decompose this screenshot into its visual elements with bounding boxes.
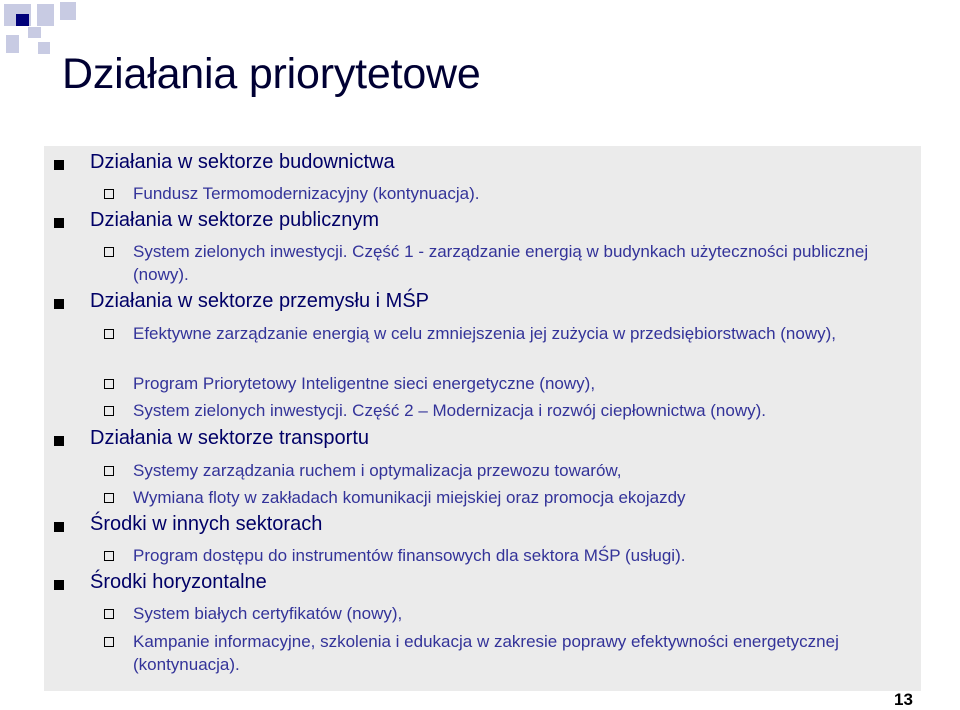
hollow-square-icon (104, 466, 114, 476)
list-item: Wymiana floty w zakładach komunikacji miejskiej oraz promocja ekojazdy (133, 488, 686, 507)
hollow-square-icon (104, 637, 114, 647)
slide-title: Działania priorytetowe (62, 50, 481, 98)
hollow-square-icon (104, 379, 114, 389)
decorative-square-light (37, 4, 54, 26)
section-title: Działania w sektorze transportu (90, 427, 370, 449)
hollow-square-icon (104, 329, 114, 339)
list-item: Systemy zarządzania ruchem i optymalizacja przewozu towarów, (133, 461, 622, 480)
decorative-square-light (6, 35, 19, 53)
filled-square-icon (54, 218, 64, 228)
decorative-square-light (38, 42, 50, 54)
hollow-square-icon (104, 551, 114, 561)
section-title: Środki horyzontalne (90, 571, 267, 593)
content-panel (44, 146, 921, 691)
hollow-square-icon (104, 609, 114, 619)
filled-square-icon (54, 436, 64, 446)
hollow-square-icon (104, 189, 114, 199)
hollow-square-icon (104, 406, 114, 416)
list-item: System zielonych inwestycji. Część 1 - zarządzanie energią w budynkach użyteczności publicznej (nowy). (133, 242, 869, 284)
section-title: Działania w sektorze publicznym (90, 209, 380, 231)
list-item: System zielonych inwestycji. Część 2 – Modernizacja i rozwój ciepłownictwa (nowy). (133, 401, 767, 420)
filled-square-icon (54, 580, 64, 590)
list-item: Efektywne zarządzanie energią w celu zmniejszenia jej zużycia w przedsiębiorstwach (nowy), (133, 324, 836, 343)
list-item: Program dostępu do instrumentów finansowych dla sektora MŚP (usługi). (133, 546, 686, 565)
section-title: Działania w sektorze przemysłu i MŚP (90, 290, 429, 312)
list-item: Kampanie informacyjne, szkolenia i edukacja w zakresie poprawy efektywności energetycznej (kontynuacja). (133, 632, 839, 674)
page-number: 13 (894, 690, 913, 709)
list-item: Program Priorytetowy Inteligentne sieci energetyczne (nowy), (133, 374, 596, 393)
hollow-square-icon (104, 493, 114, 503)
list-item: System białych certyfikatów (nowy), (133, 604, 403, 623)
decorative-square-dark (16, 14, 29, 26)
filled-square-icon (54, 160, 64, 170)
list-item: Fundusz Termomodernizacyjny (kontynuacja). (133, 184, 480, 203)
hollow-square-icon (104, 247, 114, 257)
section-title: Środki w innych sektorach (90, 513, 323, 535)
filled-square-icon (54, 299, 64, 309)
decorative-square-light (60, 2, 76, 20)
filled-square-icon (54, 522, 64, 532)
section-title: Działania w sektorze budownictwa (90, 151, 395, 173)
decorative-square-light (28, 27, 41, 38)
